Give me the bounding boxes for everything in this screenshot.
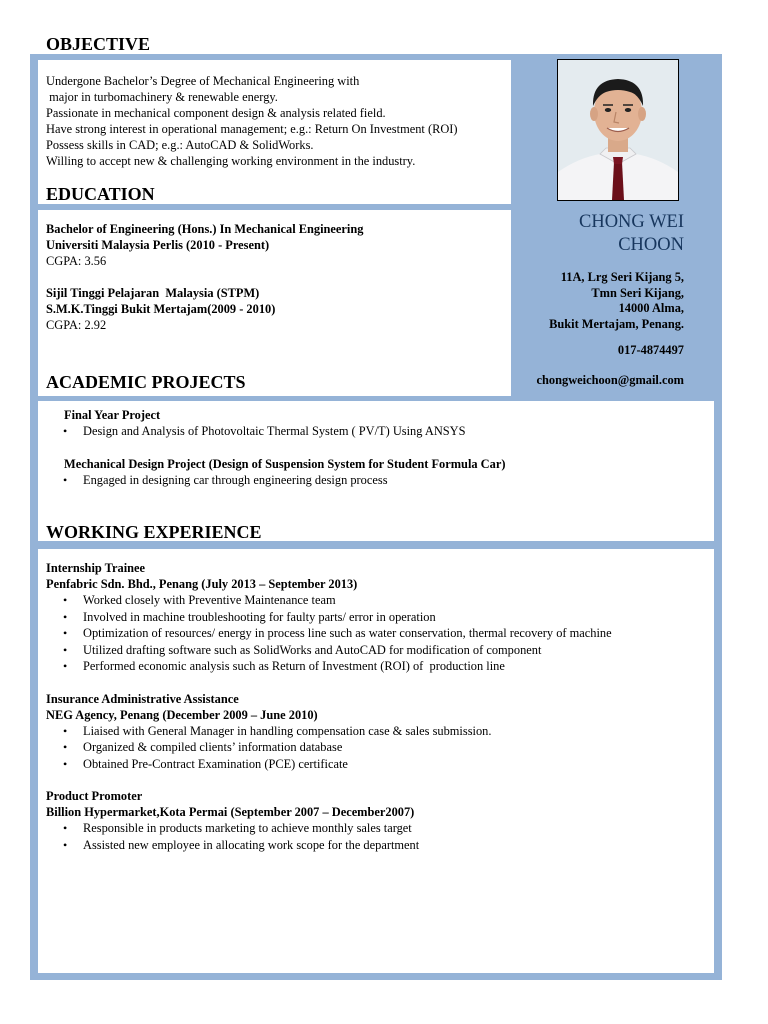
job-company: Penfabric Sdn. Bhd., Penang (July 2013 – September 2013) — [46, 577, 358, 591]
projects-heading: ACADEMIC PROJECTS — [46, 372, 246, 392]
address-line: Bukit Mertajam, Penang. — [549, 316, 684, 331]
degree-grade: CGPA: 2.92 — [46, 318, 107, 332]
objective-line: Undergone Bachelor’s Degree of Mechanical Engineering with — [46, 74, 360, 88]
job-title: Insurance Administrative Assistance — [46, 691, 239, 706]
list-item: • Organized & compiled clients’ information database — [46, 739, 612, 756]
project-title: Final Year Project — [64, 408, 161, 422]
education-text — [46, 221, 363, 333]
job-title: Product Promoter — [46, 789, 143, 803]
email-address: chongweichoon@gmail.com — [536, 373, 684, 387]
list-item: • Obtained Pre-Contract Examination (PCE) certificate — [46, 756, 612, 773]
experience-text — [46, 560, 612, 853]
address-block — [549, 270, 684, 332]
job-bullets — [46, 723, 612, 773]
list-item: • Design and Analysis of Photovoltaic Thermal System ( PV/T) Using ANSYS — [46, 423, 505, 440]
job-company: NEG Agency, Penang (December 2009 – June 2010) — [46, 707, 318, 722]
list-item: • Engaged in designing car through engineering design process — [46, 472, 505, 489]
list-item: • Performed economic analysis such as Return of Investment (ROI) of production line — [46, 658, 612, 675]
experience-heading: WORKING EXPERIENCE — [46, 522, 262, 542]
address-line: 14000 Alma, — [618, 301, 684, 315]
job-bullets — [46, 592, 612, 675]
projects-text — [64, 407, 505, 488]
list-item: • Optimization of resources/ energy in process line such as water conservation, thermal recovery of machine — [46, 625, 612, 642]
objective-text — [46, 73, 458, 169]
job-company: Billion Hypermarket,Kota Permai (September 2007 – December2007) — [46, 805, 415, 819]
project-bullets — [46, 472, 505, 489]
name-line: CHONG WEI — [579, 212, 684, 232]
degree-institution: S.M.K.Tinggi Bukit Mertajam(2009 - 2010) — [46, 302, 276, 316]
objective-line: major in turbomachinery & renewable energy. — [46, 90, 278, 104]
project-bullets — [46, 423, 505, 440]
list-item: • Worked closely with Preventive Maintenance team — [46, 592, 612, 609]
candidate-name — [579, 211, 684, 257]
list-item: • Responsible in products marketing to achieve monthly sales target — [46, 820, 612, 837]
job-bullets — [46, 820, 612, 853]
degree-title: Bachelor of Engineering (Hons.) In Mechanical Engineering — [46, 222, 364, 236]
name-line: CHOON — [618, 235, 684, 255]
address-line: Tmn Seri Kijang, — [591, 285, 684, 300]
objective-line: Passionate in mechanical component design & analysis related field. — [46, 106, 386, 120]
degree-grade: CGPA: 3.56 — [46, 254, 107, 268]
objective-heading: OBJECTIVE — [46, 34, 151, 54]
degree-title: Sijil Tinggi Pelajaran Malaysia (STPM) — [46, 286, 260, 300]
job-title: Internship Trainee — [46, 561, 146, 575]
objective-line: Possess skills in CAD; e.g.: AutoCAD & SolidWorks. — [46, 138, 314, 152]
address-line: 11A, Lrg Seri Kijang 5, — [560, 270, 684, 284]
project-title: Mechanical Design Project (Design of Suspension System for Student Formula Car) — [64, 456, 506, 471]
profile-photo — [557, 59, 679, 201]
person-portrait-icon — [558, 60, 678, 200]
list-item: • Liaised with General Manager in handling compensation case & sales submission. — [46, 723, 612, 740]
education-heading: EDUCATION — [46, 184, 155, 204]
degree-institution: Universiti Malaysia Perlis (2010 - Present) — [46, 238, 270, 252]
list-item: • Utilized drafting software such as SolidWorks and AutoCAD for modification of component — [46, 642, 612, 659]
objective-line: Have strong interest in operational management; e.g.: Return On Investment (ROI) — [46, 122, 458, 136]
phone-number: 017-4874497 — [617, 343, 684, 357]
objective-line: Willing to accept new & challenging working environment in the industry. — [46, 154, 416, 168]
list-item: • Involved in machine troubleshooting for faulty parts/ error in operation — [46, 609, 612, 626]
list-item: • Assisted new employee in allocating work scope for the department — [46, 837, 612, 854]
